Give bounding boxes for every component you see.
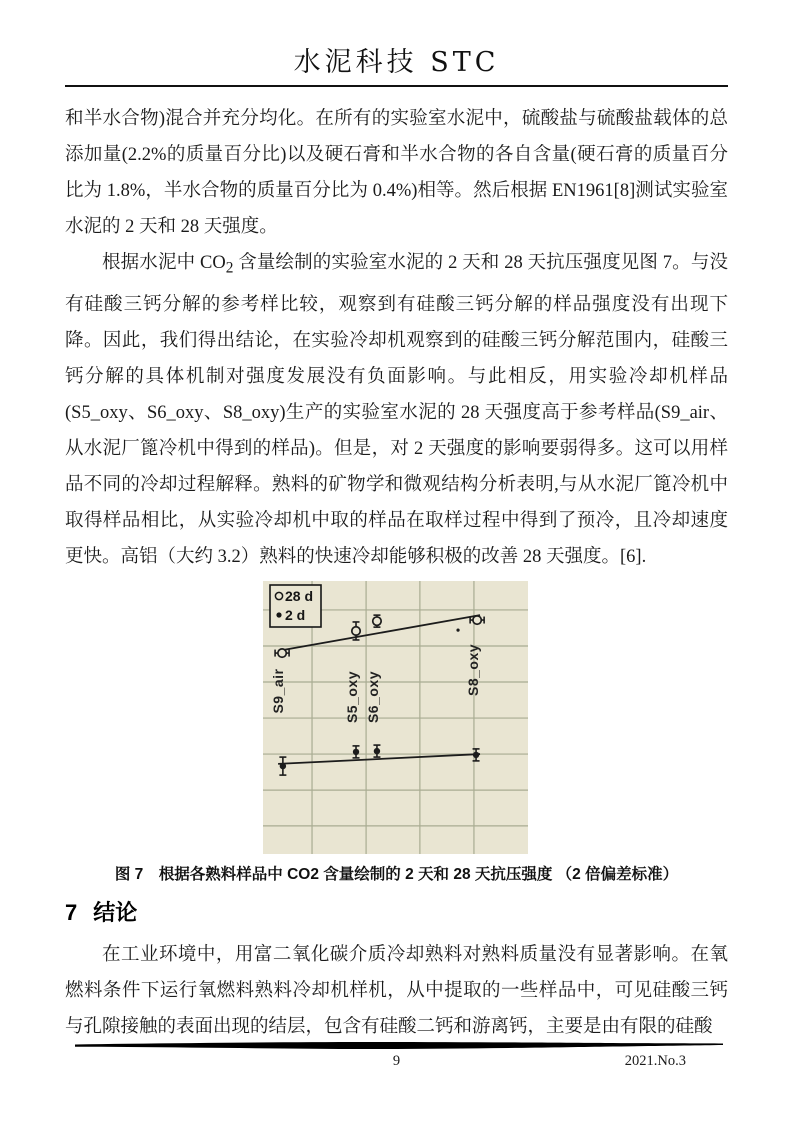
co2-subscript: 2 [225, 259, 234, 277]
journal-title: 水泥科技 STC [293, 47, 500, 78]
svg-text:S8_oxy: S8_oxy [465, 643, 482, 696]
issue-label: 2021.No.3 [624, 1053, 686, 1069]
section-number: 7 [65, 899, 78, 925]
section-title: 结论 [93, 899, 138, 925]
footer-row [65, 1053, 728, 1073]
svg-text:S6_oxy: S6_oxy [364, 670, 381, 723]
figure-7-chart [263, 581, 528, 854]
svg-text:28 d: 28 d [285, 587, 314, 604]
page-header [65, 0, 728, 87]
svg-text:S9_air: S9_air [270, 668, 287, 714]
paragraph-3: 在工业环境中，用富二氧化碳介质冷却熟料对熟料质量没有显著影响。在氧燃料条件下运行氧燃料熟料冷却机样机，从中提取的一些样品中，可见硅酸三钙与孔隙接触的表面出现的结层，包含有硅酸二钙和游离钙，主要是由有限的硅酸 [65, 944, 728, 1037]
paragraph-2-text-cont: 含量绘制的实验室水泥的 2 天和 28 天抗压强度见图 7。与没有硅酸三钙分解的参考样比较，观察到有硅酸三钙分解的样品强度没有出现下降。因此，我们得出结论，在实验冷却机观察到的硅酸三钙分解范围内，硅酸三钙分解的具体机制对强度发展没有负面影响。与此相反，用实验冷却机样品(S5_oxy、S6_oxy、S8_oxy)生产的实验室水泥的 28 天强度高于参考样品(S9_air、从水泥厂篦冷机中得到的样品)。但是，对 2 天强度的影响要弱得多。这可以用样品不同的冷却过程解释。熟料的矿物学和微观结构分析表明,与从水泥厂篦冷机中取得样品相比，从实验冷却机中取的样品在取样过程中得到了预冷，且冷却速度更快。高铝（大约 3.2）熟料的快速冷却能够积极的改善 28 天强度。[6]. [65, 253, 728, 567]
figure-7-caption: 图 7 根据各熟料样品中 CO2 含量绘制的 2 天和 28 天抗压强度 （2 倍偏差标准） [114, 865, 679, 883]
figure-7 [263, 581, 728, 854]
section-heading-conclusion [65, 896, 728, 927]
svg-text:2 d: 2 d [285, 606, 306, 623]
paragraph-2 [65, 245, 728, 575]
paragraph-1: 和半水合物)混合并充分均化。在所有的实验室水泥中，硫酸盐与硫酸盐载体的总添加量(2.2%的质量百分比)以及硬石膏和半水合物的各自含量(硬石膏的质量百分比为 1.8%，半水合物的质量百分比为 0.4%)相等。然后根据 EN1961[8]测试实验室水泥的 2 天和 28 天强度。 [65, 109, 728, 237]
paragraph-2-text: 根据水泥中 CO [102, 253, 226, 273]
svg-text:S5_oxy: S5_oxy [344, 670, 361, 723]
page-content [65, 0, 728, 1045]
page-footer [65, 1040, 728, 1073]
page-number: 9 [392, 1053, 401, 1069]
footer-rule [65, 1040, 728, 1052]
